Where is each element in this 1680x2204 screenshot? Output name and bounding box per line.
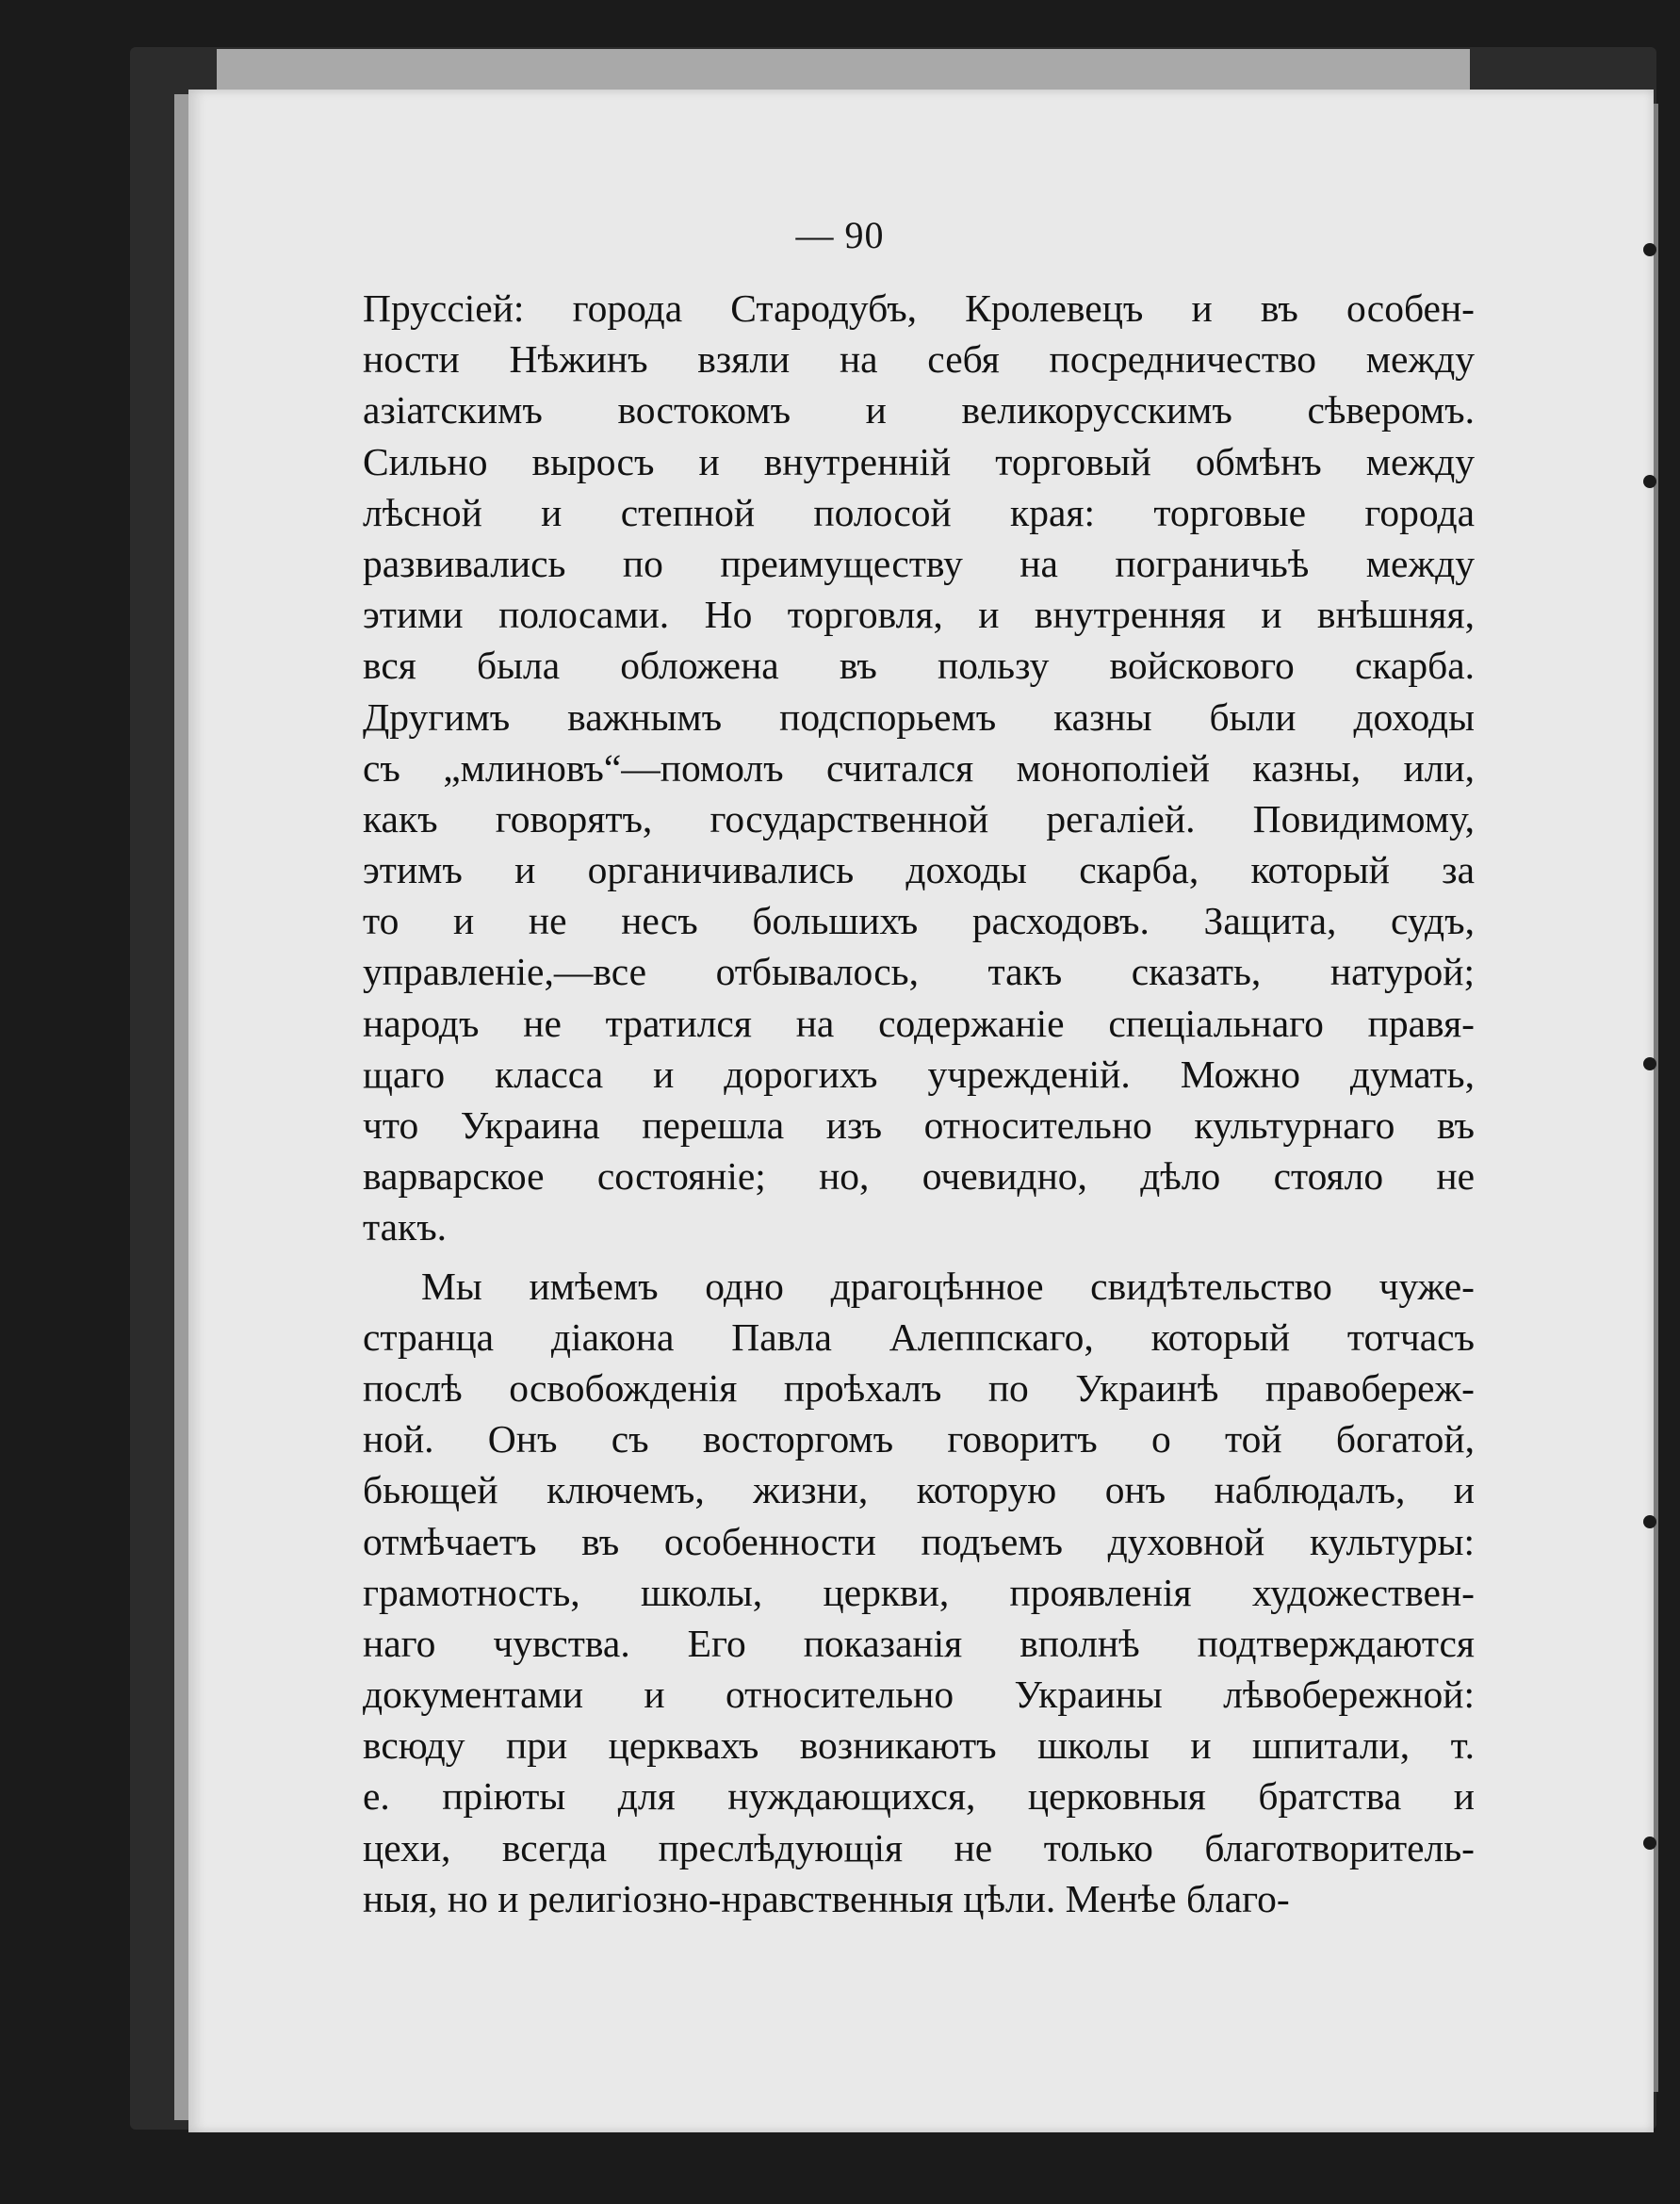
paragraph	[363, 1261, 1475, 1924]
text-line: съ „млиновъ“—помолъ считался монополіей казны, или,	[363, 745, 1475, 790]
binding-hole	[1643, 1057, 1656, 1070]
text-line: что Украина перешла изъ относительно культурнаго въ	[363, 1103, 1475, 1147]
text-line: ности Нѣжинъ взяли на себя посредничество между	[363, 337, 1475, 382]
body-text	[363, 283, 1475, 1924]
text-line: народъ не тратился на содержаніе спеціальнаго правя-	[363, 1001, 1475, 1045]
text-line: вся была обложена въ пользу войскового скарба.	[363, 644, 1475, 688]
paragraph	[363, 283, 1475, 1253]
text-line: послѣ освобожденія проѣхалъ по Украинѣ правобереж-	[363, 1365, 1475, 1410]
text-line: развивались по преимуществу на пограничьѣ между	[363, 541, 1475, 585]
text-line: бьющей ключемъ, жизни, которую онъ наблюдалъ, и	[363, 1468, 1475, 1512]
page-number: — 90	[795, 214, 885, 256]
text-line: этими полосами. Но торговля, и внутренняя и внѣшняя,	[363, 593, 1475, 637]
text-line: странца діакона Павла Алеппскаго, который тотчасъ	[363, 1314, 1475, 1359]
text-line: то и не несъ большихъ расходовъ. Защита, судъ,	[363, 899, 1475, 943]
text-line: наго чувства. Его показанія вполнѣ подтверждаются	[363, 1621, 1475, 1665]
text-line: этимъ и органичивались доходы скарба, который за	[363, 848, 1475, 892]
text-line: такъ.	[363, 1205, 448, 1249]
text-line: Другимъ важнымъ подспорьемъ казны были доходы	[363, 694, 1475, 739]
text-line: документами и относительно Украины лѣвобережной:	[363, 1673, 1475, 1717]
text-line: Пруссіей: города Стародубъ, Кролевецъ и въ особен-	[363, 286, 1475, 330]
text-line: ныя, но и религіозно-нравственныя цѣли. Менѣе благо-	[363, 1876, 1290, 1920]
text-line: отмѣчаетъ въ особенности подъемъ духовной культуры:	[363, 1519, 1475, 1563]
binding-hole	[1643, 1837, 1656, 1850]
text-line: управленіе,—все отбывалось, такъ сказать, натурой;	[363, 950, 1475, 994]
text-line: щаго класса и дорогихъ учрежденій. Можно думать,	[363, 1052, 1475, 1096]
text-line: Сильно выросъ и внутренній торговый обмѣнъ между	[363, 439, 1475, 483]
text-line: азіатскимъ востокомъ и великорусскимъ сѣверомъ.	[363, 388, 1475, 433]
text-line: всюду при церквахъ возникаютъ школы и шпитали, т.	[363, 1723, 1475, 1768]
text-line: ной. Онъ съ восторгомъ говоритъ о той богатой,	[363, 1417, 1475, 1461]
binding-hole	[1643, 475, 1656, 488]
text-line: лѣсной и степной полосой края: торговые города	[363, 490, 1475, 534]
text-line: какъ говорятъ, государственной регаліей. Повидимому,	[363, 796, 1475, 841]
text-line: варварское состояніе; но, очевидно, дѣло стояло не	[363, 1154, 1475, 1199]
text-line: цехи, всегда преслѣдующія не только благотворитель-	[363, 1825, 1475, 1869]
binding-hole	[1643, 1515, 1656, 1528]
text-line: Мы имѣемъ одно драгоцѣнное свидѣтельство чуже-	[421, 1264, 1475, 1308]
text-line: грамотность, школы, церкви, проявленія художествен-	[363, 1570, 1475, 1614]
text-line: е. пріюты для нуждающихся, церковныя братства и	[363, 1774, 1475, 1819]
